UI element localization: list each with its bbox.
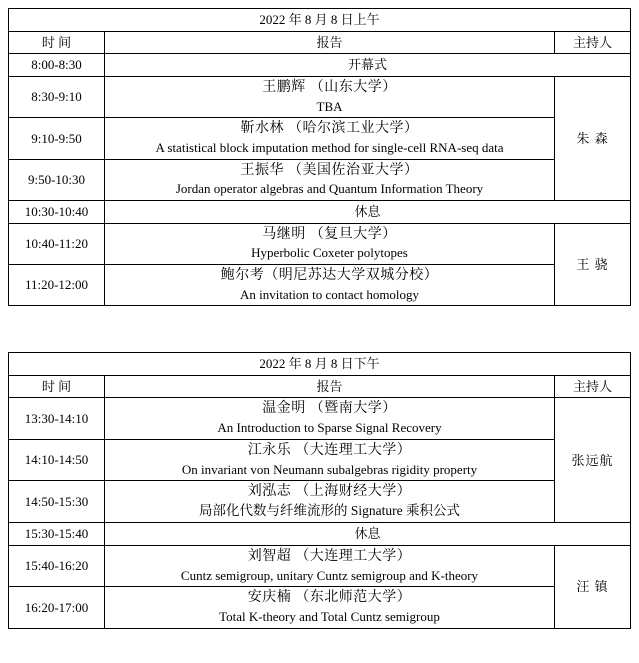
- column-header-time: 时 间: [9, 31, 105, 54]
- table-row: [9, 118, 631, 159]
- time-cell: 13:30-14:10: [9, 398, 105, 439]
- time-cell: 15:40-16:20: [9, 546, 105, 587]
- morning-session-table: [8, 8, 631, 306]
- table-row: [9, 54, 631, 77]
- column-header-host: 主持人: [555, 375, 631, 398]
- table-header-row: [9, 375, 631, 398]
- table-row: [9, 9, 631, 32]
- afternoon-session-table: [8, 352, 631, 629]
- session-banner: 2022 年 8 月 8 日上午: [9, 9, 631, 32]
- talk-title: Hyperbolic Coxeter polytopes: [251, 245, 408, 261]
- talk-title: A statistical block imputation method for single-cell RNA-seq data: [155, 139, 504, 155]
- session-note: 开幕式: [105, 54, 631, 77]
- talk-cell: [105, 587, 555, 628]
- talk-cell: [105, 223, 555, 264]
- table-row: [9, 546, 631, 587]
- talk-title: 局部化代数与纤维流形的 Signature 乘积公式: [199, 503, 460, 519]
- talk-speaker: 王振华 （美国佐治亚大学）: [240, 162, 419, 178]
- column-header-report: 报告: [105, 375, 555, 398]
- talk-speaker: 刘智超 （大连理工大学）: [247, 549, 412, 564]
- time-cell: 16:20-17:00: [9, 587, 105, 628]
- table-row: [9, 76, 631, 117]
- talk-speaker: 刘泓志 （上海财经大学）: [247, 484, 412, 500]
- table-row: [9, 264, 631, 305]
- session-banner: 2022 年 8 月 8 日下午: [9, 353, 631, 376]
- table-row: [9, 523, 631, 546]
- talk-cell: [105, 546, 555, 587]
- table-row: [9, 353, 631, 376]
- talk-speaker: 安庆楠 （东北师范大学）: [247, 590, 412, 606]
- talk-speaker: 马继明 （复旦大学）: [262, 226, 397, 242]
- talk-speaker: 王鹏辉 （山东大学）: [262, 79, 397, 95]
- talk-title: TBA: [316, 98, 343, 114]
- session-note: 休息: [105, 523, 631, 546]
- host-cell: 王 骁: [555, 223, 631, 306]
- talk-title: An Introduction to Sparse Signal Recovery: [217, 420, 442, 436]
- time-cell: 11:20-12:00: [9, 264, 105, 305]
- table-row: [9, 223, 631, 264]
- talk-cell: [105, 481, 555, 523]
- talk-cell: [105, 439, 555, 480]
- talk-cell: [105, 264, 555, 305]
- talk-speaker: 温金明 （暨南大学）: [262, 401, 397, 417]
- talk-title: Cuntz semigroup, unitary Cuntz semigroup and K-theory: [180, 567, 479, 583]
- talk-title: On invariant von Neumann subalgebras rigidity property: [181, 461, 478, 477]
- section-spacer: [8, 306, 631, 352]
- host-cell: 张远航: [555, 398, 631, 523]
- time-cell: 8:00-8:30: [9, 54, 105, 77]
- talk-title: An invitation to contact homology: [239, 286, 420, 302]
- time-cell: 9:50-10:30: [9, 159, 105, 200]
- time-cell: 8:30-9:10: [9, 76, 105, 117]
- table-header-row: [9, 31, 631, 54]
- time-cell: 14:10-14:50: [9, 439, 105, 480]
- talk-speaker: 鲍尔考（明尼苏达大学双城分校）: [220, 267, 439, 283]
- column-header-host: 主持人: [555, 31, 631, 54]
- time-cell: 14:50-15:30: [9, 481, 105, 523]
- column-header-report: 报告: [105, 31, 555, 54]
- talk-cell: [105, 76, 555, 117]
- talk-speaker: 江永乐 （大连理工大学）: [247, 442, 412, 458]
- time-cell: 10:30-10:40: [9, 200, 105, 223]
- host-cell: 汪 镇: [555, 546, 631, 629]
- talk-cell: [105, 118, 555, 159]
- table-row: [9, 587, 631, 628]
- talk-cell: [105, 159, 555, 200]
- table-row: [9, 200, 631, 223]
- talk-title: Total K-theory and Total Cuntz semigroup: [219, 609, 440, 625]
- table-row: [9, 398, 631, 439]
- session-note: 休息: [105, 200, 631, 223]
- time-cell: 9:10-9:50: [9, 118, 105, 159]
- table-row: [9, 159, 631, 200]
- talk-speaker: 靳水林 （哈尔滨工业大学）: [240, 121, 419, 137]
- host-cell: 朱 森: [555, 76, 631, 200]
- talk-cell: [105, 398, 555, 439]
- column-header-time: 时 间: [9, 375, 105, 398]
- table-row: [9, 439, 631, 480]
- table-row: [9, 481, 631, 523]
- talk-title: Jordan operator algebras and Quantum Information Theory: [175, 181, 484, 197]
- time-cell: 15:30-15:40: [9, 523, 105, 546]
- time-cell: 10:40-11:20: [9, 223, 105, 264]
